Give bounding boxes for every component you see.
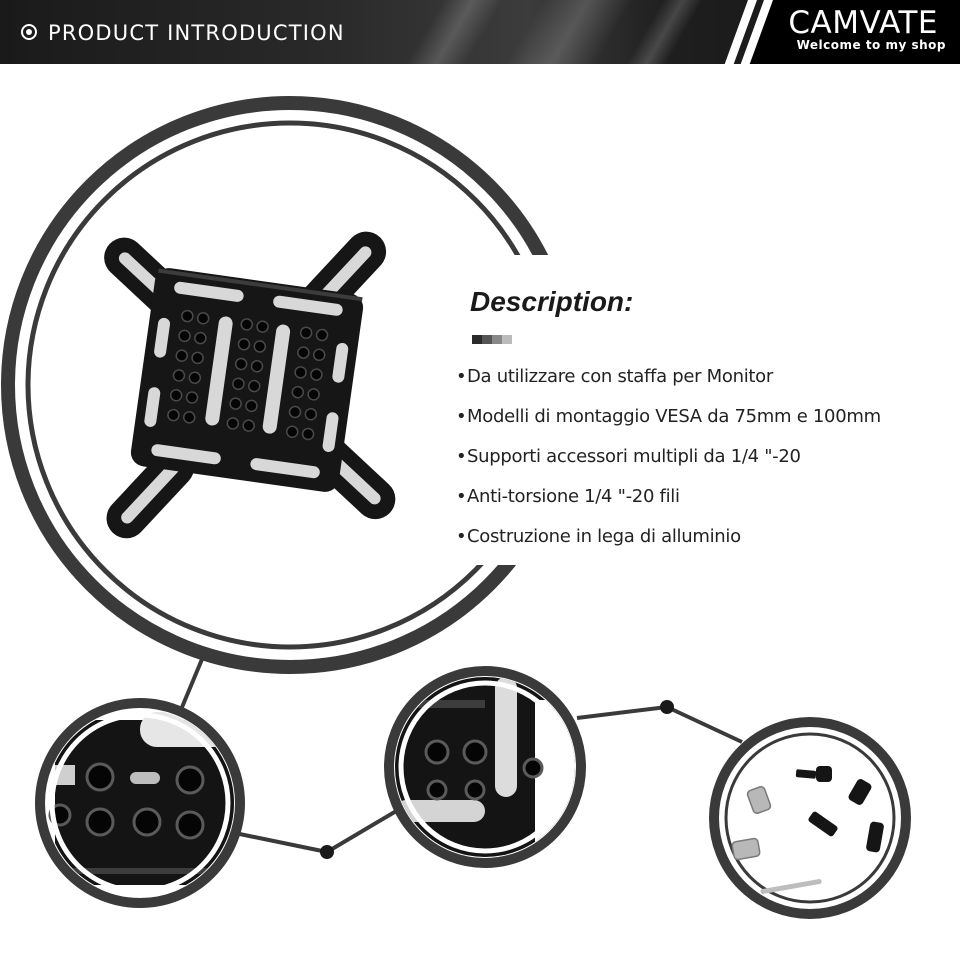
feature-item xyxy=(456,444,881,484)
feature-item xyxy=(456,404,881,444)
bullet-dot: • xyxy=(456,486,467,507)
bullet-dot: • xyxy=(456,366,467,387)
connector-dot xyxy=(660,700,674,714)
feature-text: Anti-torsione 1/4 "-20 fili xyxy=(467,486,680,507)
feature-text: Modelli di montaggio VESA da 75mm e 100mm xyxy=(467,406,881,427)
detail-circle-slots xyxy=(389,671,581,863)
feature-text: Da utilizzare con staffa per Monitor xyxy=(467,366,773,387)
feature-item xyxy=(456,364,881,404)
feature-item xyxy=(456,484,881,524)
feature-text: Supporti accessori multipli da 1/4 "-20 xyxy=(467,446,801,467)
title-underline-bar xyxy=(472,335,512,344)
underline-segment xyxy=(502,335,512,344)
bullet-dot: • xyxy=(456,406,467,427)
section-title: PRODUCT INTRODUCTION xyxy=(48,21,345,45)
detail-circle-screws xyxy=(714,722,906,914)
detail-circle-holes xyxy=(40,700,240,910)
bullet-dot: • xyxy=(456,446,467,467)
description-title: Description: xyxy=(470,286,634,317)
bullet-dot: • xyxy=(456,526,467,547)
brand-logo-text: CAMVATE xyxy=(788,5,938,41)
underline-segment xyxy=(492,335,502,344)
feature-text: Costruzione in lega di alluminio xyxy=(467,526,741,547)
brand-tagline: Welcome to my shop xyxy=(796,38,946,52)
underline-segment xyxy=(482,335,492,344)
connector-dot xyxy=(320,845,334,859)
underline-segment xyxy=(472,335,482,344)
feature-list xyxy=(456,364,881,564)
feature-item xyxy=(456,524,881,564)
